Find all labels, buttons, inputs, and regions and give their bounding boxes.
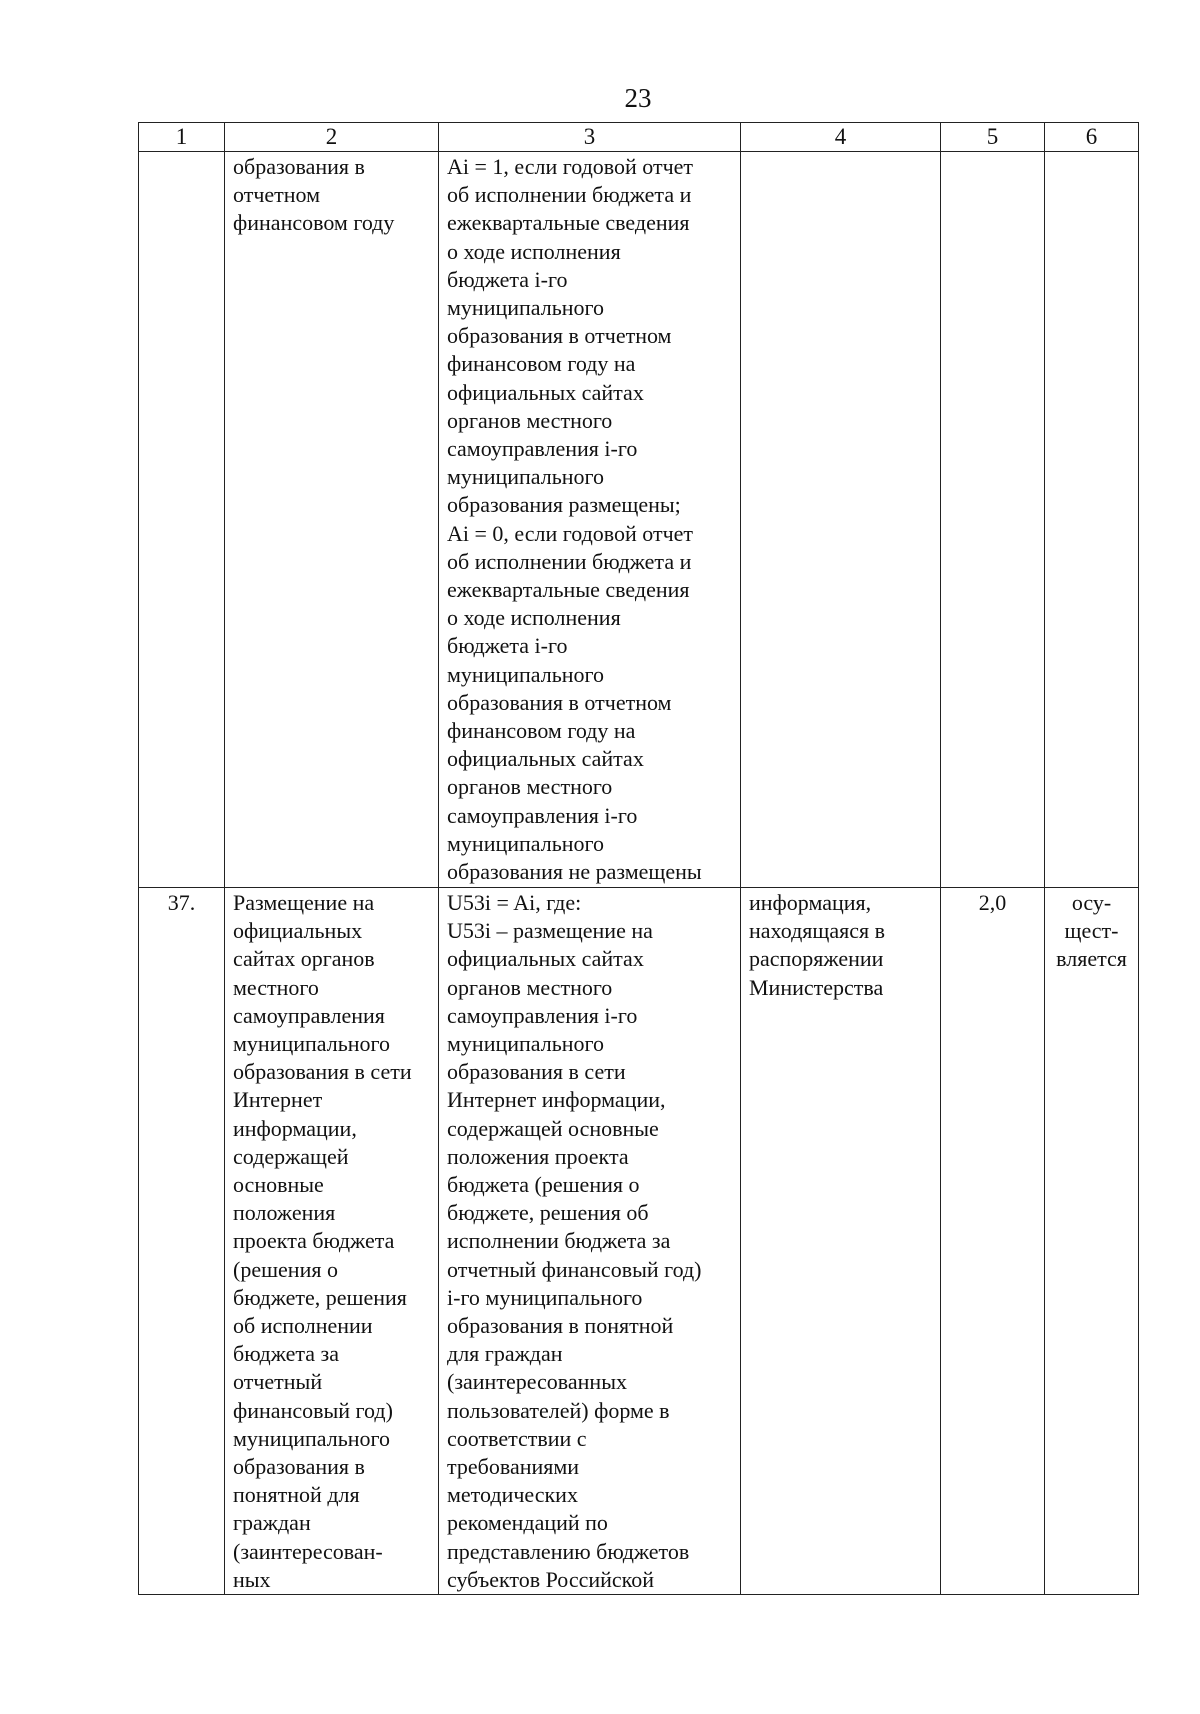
source-cell: информация, находящаяся в распоряжении Министерства [741,888,941,1595]
formula-cell: U53i = Ai, где: U53i – размещение на официальных сайтах органов местного самоуправления i-го муниципального образования в сети Интернет информации, содержащей основные положения проекта бюджета (решения о бюджете, решения об исполнении бюджета за отчетный финансовый год) i-го муниципального образования в понятной для граждан (заинтересованных пользователей) форме в соответствии с требованиями методических рекомендаций по представлению бюджетов субъектов Российской [439,888,741,1595]
table-header-row [139,123,1139,152]
indicator-name-cell: Размещение на официальных сайтах органов местного самоуправления муниципального образования в сети Интернет информации, содержащей основные положения проекта бюджета (решения о бюджете, решения об исполнении бюджета за отчетный финансовый год) муниципального образования в понятной для граждан (заинтересован- ных [225,888,439,1595]
row-number-cell: 37. [139,888,225,1595]
row-number-cell [139,152,225,888]
indicator-name-cell: образования в отчетном финансовом году [225,152,439,888]
header-col-4: 4 [741,123,941,152]
indicator-table [138,122,1139,1595]
source-cell [741,152,941,888]
table-row [139,888,1139,1595]
header-col-3: 3 [439,123,741,152]
header-col-6: 6 [1045,123,1139,152]
formula-cell: Ai = 1, если годовой отчет об исполнении бюджета и ежеквартальные сведения о ходе исполнения бюджета i-го муниципального образования в отчетном финансовом году на официальных сайтах органов местного самоуправления i-го муниципального образования размещены; Ai = 0, если годовой отчет об исполнении бюджета и ежеквартальные сведения о ходе исполнения бюджета i-го муниципального образования в отчетном финансовом году на официальных сайтах органов местного самоуправления i-го муниципального образования не размещены [439,152,741,888]
page-number: 23 [624,83,652,113]
status-cell [1045,152,1139,888]
header-col-2: 2 [225,123,439,152]
table-row [139,152,1139,888]
header-col-5: 5 [941,123,1045,152]
weight-cell [941,152,1045,888]
weight-cell: 2,0 [941,888,1045,1595]
status-cell: осу- щест- вляется [1045,888,1139,1595]
header-col-1: 1 [139,123,225,152]
